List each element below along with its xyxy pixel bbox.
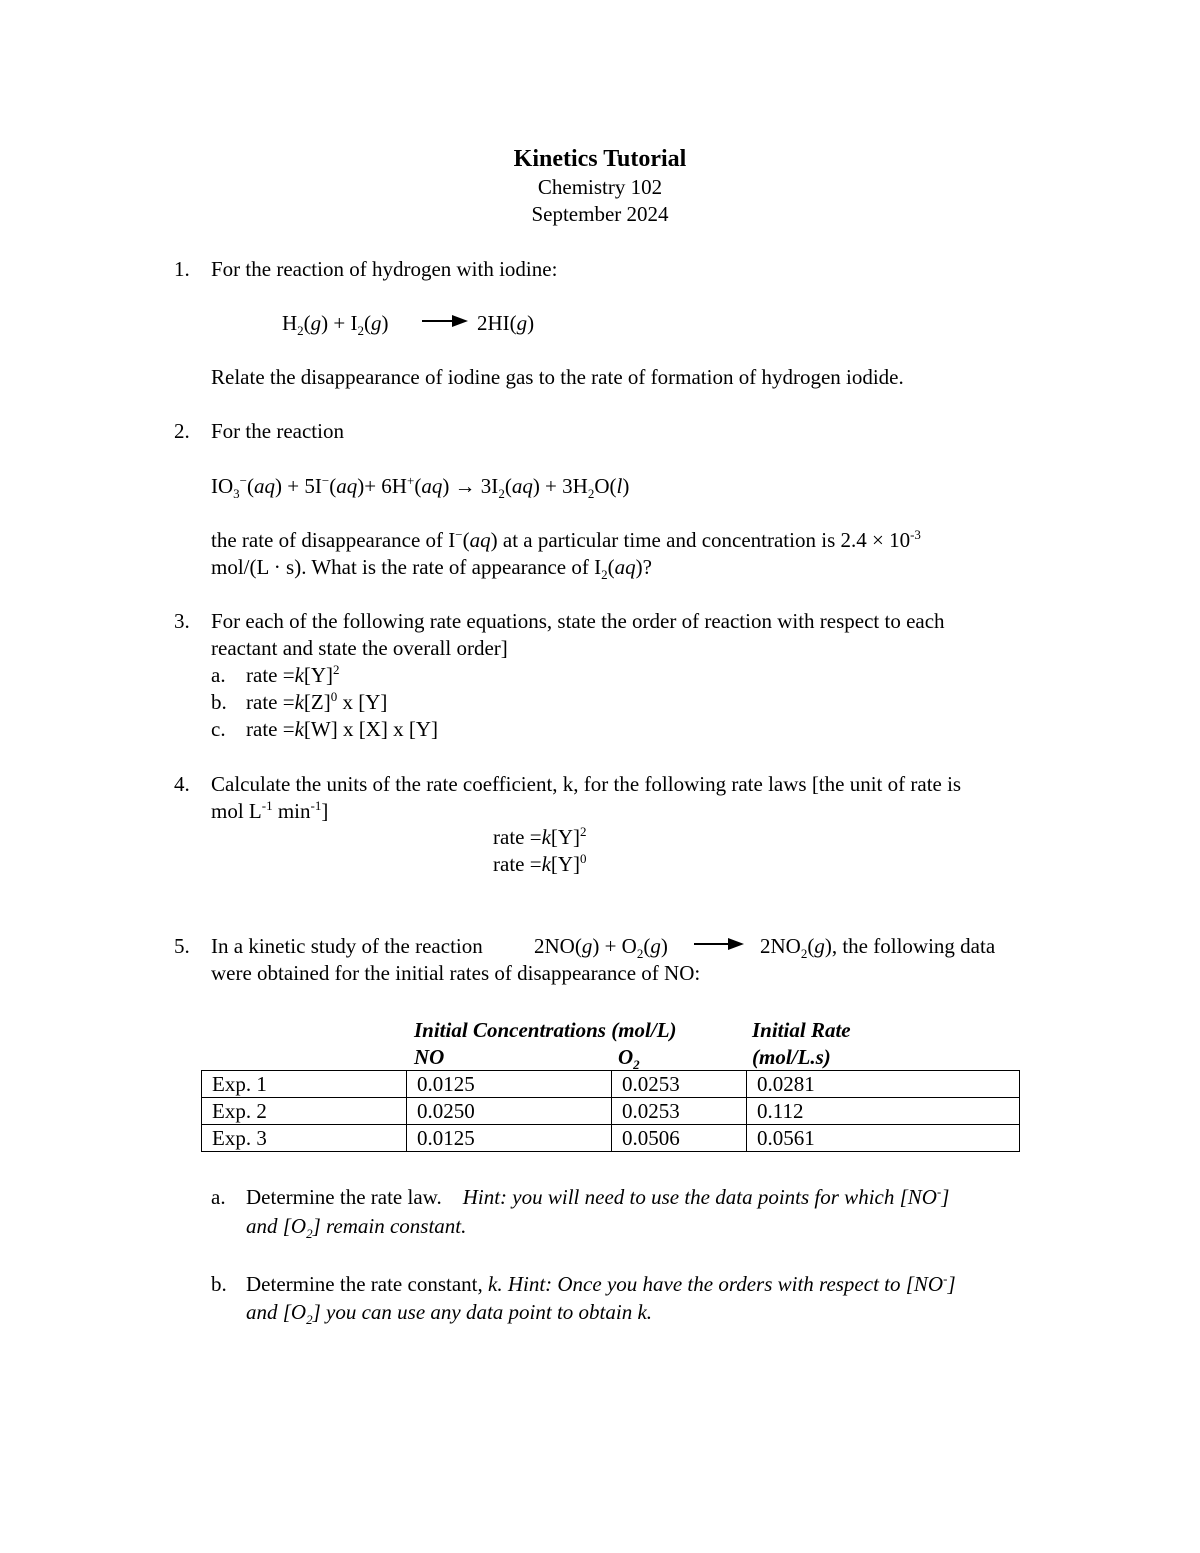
- question-3-number: 3.: [174, 609, 190, 633]
- question-3-line-1: For each of the following rate equations, state the order of reaction with respect to each: [211, 609, 945, 633]
- table-cell: 0.112: [747, 1098, 1020, 1125]
- question-4-number: 4.: [174, 772, 190, 796]
- question-4-line-2: mol $L^{-1}$ $\min^{-1}$]: [211, 798, 329, 823]
- question-2-line-1: the rate of disappearance of I−(aq) at a particular time and concentration is $2.4 \times 10^{-3}$: [211, 527, 921, 552]
- table-header-rate-units: (mol/L.s): [752, 1045, 831, 1069]
- table-cell: 0.0125: [407, 1071, 612, 1098]
- table-cell: 0.0561: [747, 1125, 1020, 1152]
- table-header-o2: $O_2$: [618, 1045, 640, 1073]
- table-row: [202, 1071, 1020, 1098]
- initial-rates-table: [201, 1070, 1020, 1152]
- question-5a-line-2: and $[O_2]$ remain constant.: [246, 1214, 467, 1242]
- question-4-line-1: Calculate the units of the rate coefficient, k, for the following rate laws [the unit of rate is: [211, 772, 962, 796]
- equation-no-o2: $2NO(g) + O_2(g)$: [534, 934, 668, 962]
- course-name: Chemistry 102: [537, 175, 663, 199]
- question-5a-line-1: Determine the rate law. Hint: you will need to use the data points for which [NO-]: [246, 1184, 950, 1209]
- table-cell: Exp. 3: [202, 1125, 407, 1152]
- table-header-no: NO: [414, 1045, 445, 1069]
- question-1-text: For the reaction of hydrogen with iodine:: [211, 257, 558, 281]
- table-row: [202, 1125, 1020, 1152]
- table-header-initial-concentrations: Initial Concentrations (mol/L): [414, 1018, 677, 1042]
- question-3-item-b-letter: b.: [211, 690, 227, 714]
- reaction-arrow-icon: [694, 936, 744, 952]
- rate-equation-a: rate $=k[Y]^2$: [246, 662, 340, 687]
- table-cell: 0.0253: [612, 1098, 747, 1125]
- rate-equation-b: rate $=k[Z]^0$ x [Y]: [246, 689, 388, 714]
- question-5-number: 5.: [174, 934, 190, 958]
- table-header-initial-rate: Initial Rate: [752, 1018, 851, 1042]
- question-5-intro: In a kinetic study of the reaction: [211, 934, 483, 958]
- equation-iodate: $IO_3^-(aq) + 5I^-(aq)+ 6H^+(aq) \to 3I_2(aq) + 3H_2O(l)$: [211, 473, 630, 502]
- table-cell: 0.0250: [407, 1098, 612, 1125]
- question-3-item-c-letter: c.: [211, 717, 226, 741]
- rate-law-1: rate $=k[Y]^2$: [493, 824, 587, 849]
- equation-no2: $2NO_2(g)$, the following data: [760, 934, 996, 962]
- rate-equation-c: rate =k[W] x [X] x [Y]: [246, 717, 439, 741]
- question-2-text: For the reaction: [211, 419, 344, 443]
- question-3-item-a-letter: a.: [211, 663, 226, 687]
- equation-h2-i2: $H_2(g) + I_2(g)$: [282, 311, 389, 339]
- question-2-number: 2.: [174, 419, 190, 443]
- table-cell: Exp. 1: [202, 1071, 407, 1098]
- question-2-line-2: mol/(L · s). What is the rate of appearance of $I_2(aq)$?: [211, 555, 652, 583]
- document-title: Kinetics Tutorial: [513, 146, 687, 172]
- table-cell: 0.0506: [612, 1125, 747, 1152]
- question-5b-line-1: Determine the rate constant, k. Hint: Once you have the orders with respect to [NO-]: [246, 1271, 956, 1296]
- question-5a-letter: a.: [211, 1185, 226, 1209]
- table-cell: Exp. 2: [202, 1098, 407, 1125]
- rate-law-2: rate $=k[Y]^0$: [493, 851, 587, 876]
- reaction-arrow-icon: [422, 313, 468, 329]
- table-row: [202, 1098, 1020, 1125]
- question-5b-line-2: and $[O_2]$ you can use any data point to obtain k.: [246, 1300, 653, 1328]
- question-1-relate: Relate the disappearance of iodine gas to the rate of formation of hydrogen iodide.: [211, 365, 904, 389]
- question-3-line-2: reactant and state the overall order]: [211, 636, 508, 660]
- table-cell: 0.0281: [747, 1071, 1020, 1098]
- question-5b-letter: b.: [211, 1272, 227, 1296]
- document-date: September 2024: [531, 202, 669, 226]
- question-1-number: 1.: [174, 257, 190, 281]
- table-cell: 0.0125: [407, 1125, 612, 1152]
- equation-2hi: 2HI(g): [477, 311, 535, 335]
- table-cell: 0.0253: [612, 1071, 747, 1098]
- question-5-line-2: were obtained for the initial rates of disappearance of NO:: [211, 961, 701, 985]
